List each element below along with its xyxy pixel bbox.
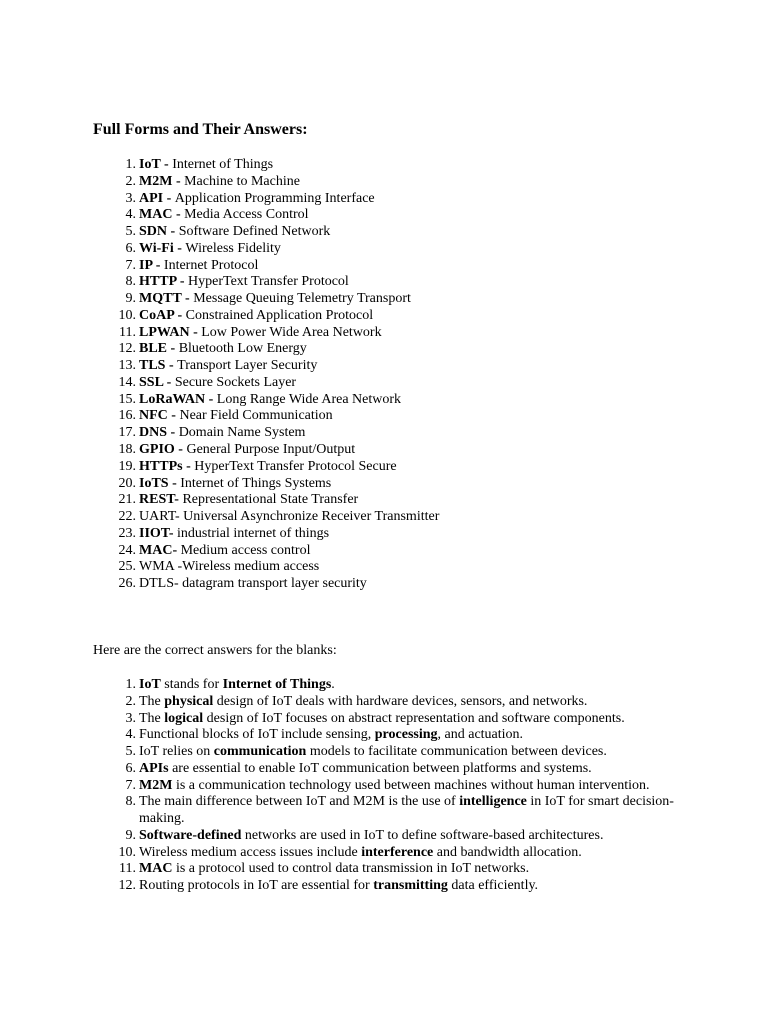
item-number: 24. [118, 542, 136, 558]
item-number: 18. [118, 442, 136, 458]
item-number: 20. [118, 475, 136, 491]
separator: - [172, 173, 185, 189]
full-form-item [0, 308, 699, 325]
full-form-text: DTLS- datagram transport layer security [139, 576, 367, 592]
answer-item [0, 778, 684, 795]
answer-text: Routing protocols in IoT are essential for [139, 878, 374, 893]
full-form-text: Representational State Transfer [182, 492, 359, 508]
full-form-text: Internet of Things Systems [180, 475, 332, 491]
separator: - [174, 307, 186, 323]
abbreviation: IP [139, 257, 153, 273]
full-form-item [0, 509, 699, 526]
answer-text: data efficiently. [447, 878, 539, 893]
answers-intro: Here are the correct answers for the blanks: [93, 643, 337, 658]
full-form-item [0, 274, 699, 291]
answer-text: networks are used in IoT to define software-based architectures. [241, 827, 604, 843]
answer-text: The [139, 710, 165, 726]
answer-text: and bandwidth allocation. [433, 844, 582, 860]
item-number: 10. [118, 844, 136, 860]
separator: - [160, 157, 173, 172]
full-form-item [0, 526, 699, 543]
item-number: 9. [125, 827, 136, 843]
full-form-text: WMA -Wireless medium access [139, 559, 320, 575]
answer-item [0, 878, 684, 895]
answer-keyword: transmitting [373, 878, 448, 893]
answer-keyword: MAC [139, 861, 173, 877]
full-form-text: Medium access control [180, 542, 311, 558]
full-form-text: Internet Protocol [163, 257, 259, 273]
abbreviation: GPIO [139, 442, 175, 458]
abbreviation: HTTPs [139, 458, 183, 474]
answer-keyword: communication [213, 744, 307, 759]
abbreviation: SSL [139, 374, 164, 390]
answer-keyword: logical [164, 710, 204, 726]
abbreviation: IoT [139, 157, 161, 172]
full-form-item [0, 425, 699, 442]
answer-keyword: intelligence [459, 794, 527, 810]
answer-item [0, 828, 684, 845]
answer-item [0, 711, 684, 728]
item-number: 12. [118, 341, 136, 357]
answer-text: Wireless medium access issues include [139, 844, 362, 860]
item-number: 3. [125, 710, 136, 726]
item-number: 7. [125, 777, 136, 793]
full-form-text: Low Power Wide Area Network [201, 324, 382, 340]
answer-text: stands for [160, 677, 223, 692]
item-number: 1. [125, 157, 136, 172]
item-number: 5. [125, 224, 136, 240]
full-form-item [0, 174, 699, 191]
item-number: 2. [125, 173, 136, 189]
separator: - [182, 458, 195, 474]
item-number: 7. [125, 257, 136, 273]
abbreviation: IoTS [139, 475, 169, 491]
full-form-text: Software Defined Network [178, 224, 331, 240]
answer-item [0, 845, 684, 862]
full-form-text: Application Programming Interface [174, 190, 375, 206]
full-form-item [0, 559, 699, 576]
answer-text: models to facilitate communication between devices. [306, 744, 607, 759]
separator: - [205, 391, 217, 407]
item-number: 16. [118, 408, 136, 424]
separator: - [167, 224, 179, 240]
item-number: 9. [125, 291, 136, 307]
full-form-text: Long Range Wide Area Network [216, 391, 402, 407]
full-form-text: General Purpose Input/Output [186, 442, 356, 458]
full-form-item [0, 459, 699, 476]
separator: - [189, 324, 202, 340]
full-form-item [0, 576, 699, 593]
item-number: 4. [125, 207, 136, 223]
full-form-text: Media Access Control [184, 207, 309, 223]
answer-item [0, 694, 684, 711]
answer-text: is a communication technology used between machines without human intervention. [172, 777, 650, 793]
abbreviation: API [139, 190, 164, 206]
item-number: 15. [118, 391, 136, 407]
answer-item [0, 794, 684, 828]
answer-item [0, 744, 684, 761]
separator: - [168, 475, 181, 491]
abbreviation: DNS [139, 425, 168, 441]
answer-text: Functional blocks of IoT include sensing, [139, 727, 375, 743]
separator: - [172, 542, 181, 558]
abbreviation: NFC [139, 408, 168, 424]
separator: - [173, 240, 186, 256]
full-form-item [0, 224, 699, 241]
full-form-text: industrial internet of things [177, 525, 330, 541]
answer-text: . [331, 677, 335, 692]
separator: - [165, 358, 178, 374]
abbreviation: MQTT [139, 291, 182, 307]
full-form-text: Near Field Communication [179, 408, 333, 424]
separator: - [172, 207, 185, 223]
full-form-text: UART- Universal Asynchronize Receiver Transmitter [139, 509, 440, 525]
full-form-item [0, 375, 699, 392]
item-number: 2. [125, 693, 136, 709]
separator: - [163, 190, 175, 206]
answer-item [0, 727, 684, 744]
answer-item [0, 677, 684, 694]
answer-keyword: interference [361, 844, 434, 860]
item-number: 21. [118, 492, 136, 508]
full-form-item [0, 291, 699, 308]
abbreviation: Wi-Fi [139, 240, 174, 256]
item-number: 8. [125, 794, 136, 810]
item-number: 10. [118, 307, 136, 323]
full-form-item [0, 358, 699, 375]
item-number: 6. [125, 760, 136, 776]
item-number: 11. [119, 324, 136, 340]
full-form-item [0, 241, 699, 258]
answer-keyword: Software-defined [139, 827, 242, 843]
item-number: 8. [125, 274, 136, 290]
answer-text: design of IoT deals with hardware devices, sensors, and networks. [213, 693, 588, 709]
abbreviation: LPWAN [139, 324, 190, 340]
abbreviation: HTTP [139, 274, 177, 290]
full-form-item [0, 476, 699, 493]
answer-item [0, 861, 684, 878]
full-form-text: HyperText Transfer Protocol Secure [194, 458, 397, 474]
answer-keyword: physical [164, 693, 214, 709]
full-form-text: Message Queuing Telemetry Transport [193, 291, 411, 307]
section-heading: Full Forms and Their Answers: [93, 121, 308, 138]
item-number: 19. [118, 458, 136, 474]
answer-text: is a protocol used to control data transmission in IoT networks. [172, 861, 530, 877]
abbreviation: BLE [139, 341, 168, 357]
answer-text: The main difference between IoT and M2M is the use of [139, 794, 460, 810]
answer-keyword: Internet of Things [222, 677, 332, 692]
full-forms-list [0, 157, 699, 593]
answer-text: are essential to enable IoT communication between platforms and systems. [168, 760, 592, 776]
answer-keyword: IoT [139, 677, 161, 692]
item-number: 5. [125, 744, 136, 759]
full-form-text: Machine to Machine [184, 173, 300, 189]
full-form-text: Transport Layer Security [177, 358, 318, 374]
full-form-item [0, 408, 699, 425]
separator: - [168, 525, 178, 541]
answer-text: design of IoT focuses on abstract representation and software components. [203, 710, 625, 726]
full-form-text: Constrained Application Protocol [185, 307, 374, 323]
full-form-item [0, 492, 699, 509]
full-form-text: Wireless Fidelity [185, 240, 281, 256]
full-form-item [0, 392, 699, 409]
separator: - [167, 408, 180, 424]
item-number: 26. [118, 576, 136, 592]
full-form-item [0, 341, 699, 358]
item-number: 23. [118, 525, 136, 541]
separator: - [167, 341, 179, 357]
full-form-item [0, 157, 699, 174]
item-number: 17. [118, 425, 136, 441]
answer-text: in IoT for smart decision-making. [139, 794, 674, 826]
abbreviation: LoRaWAN [139, 391, 206, 407]
full-form-item [0, 325, 699, 342]
full-form-item [0, 191, 699, 208]
full-form-text: HyperText Transfer Protocol [188, 274, 349, 290]
abbreviation: CoAP [139, 307, 174, 323]
abbreviation: IIOT [139, 525, 169, 541]
abbreviation: SDN [139, 224, 168, 240]
full-form-item [0, 543, 699, 560]
abbreviation: TLS [139, 358, 166, 374]
item-number: 12. [118, 878, 136, 893]
full-form-item [0, 207, 699, 224]
separator: - [176, 274, 189, 290]
answer-keyword: APIs [139, 760, 169, 776]
answer-keyword: processing [374, 727, 438, 743]
item-number: 11. [119, 861, 136, 877]
abbreviation: MAC [139, 207, 173, 223]
item-number: 6. [125, 240, 136, 256]
full-form-item [0, 258, 699, 275]
answer-keyword: M2M [139, 777, 173, 793]
answer-text: The [139, 693, 165, 709]
separator: - [167, 425, 179, 441]
item-number: 13. [118, 358, 136, 374]
item-number: 25. [118, 559, 136, 575]
abbreviation: MAC [139, 542, 173, 558]
answer-item [0, 761, 684, 778]
answer-text: , and actuation. [437, 727, 524, 743]
separator: - [152, 257, 164, 273]
answers-list [0, 677, 684, 895]
abbreviation: M2M [139, 173, 173, 189]
answer-text: IoT relies on [139, 744, 214, 759]
separator: - [181, 291, 194, 307]
full-form-text: Bluetooth Low Energy [178, 341, 307, 357]
full-form-text: Secure Sockets Layer [174, 374, 297, 390]
abbreviation: REST [139, 492, 175, 508]
separator: - [174, 492, 183, 508]
separator: - [163, 374, 175, 390]
item-number: 1. [125, 677, 136, 692]
full-form-text: Domain Name System [178, 425, 306, 441]
item-number: 4. [125, 727, 136, 743]
full-form-item [0, 442, 699, 459]
item-number: 3. [125, 190, 136, 206]
item-number: 14. [118, 374, 136, 390]
separator: - [174, 442, 187, 458]
item-number: 22. [118, 509, 136, 525]
full-form-text: Internet of Things [172, 157, 274, 172]
